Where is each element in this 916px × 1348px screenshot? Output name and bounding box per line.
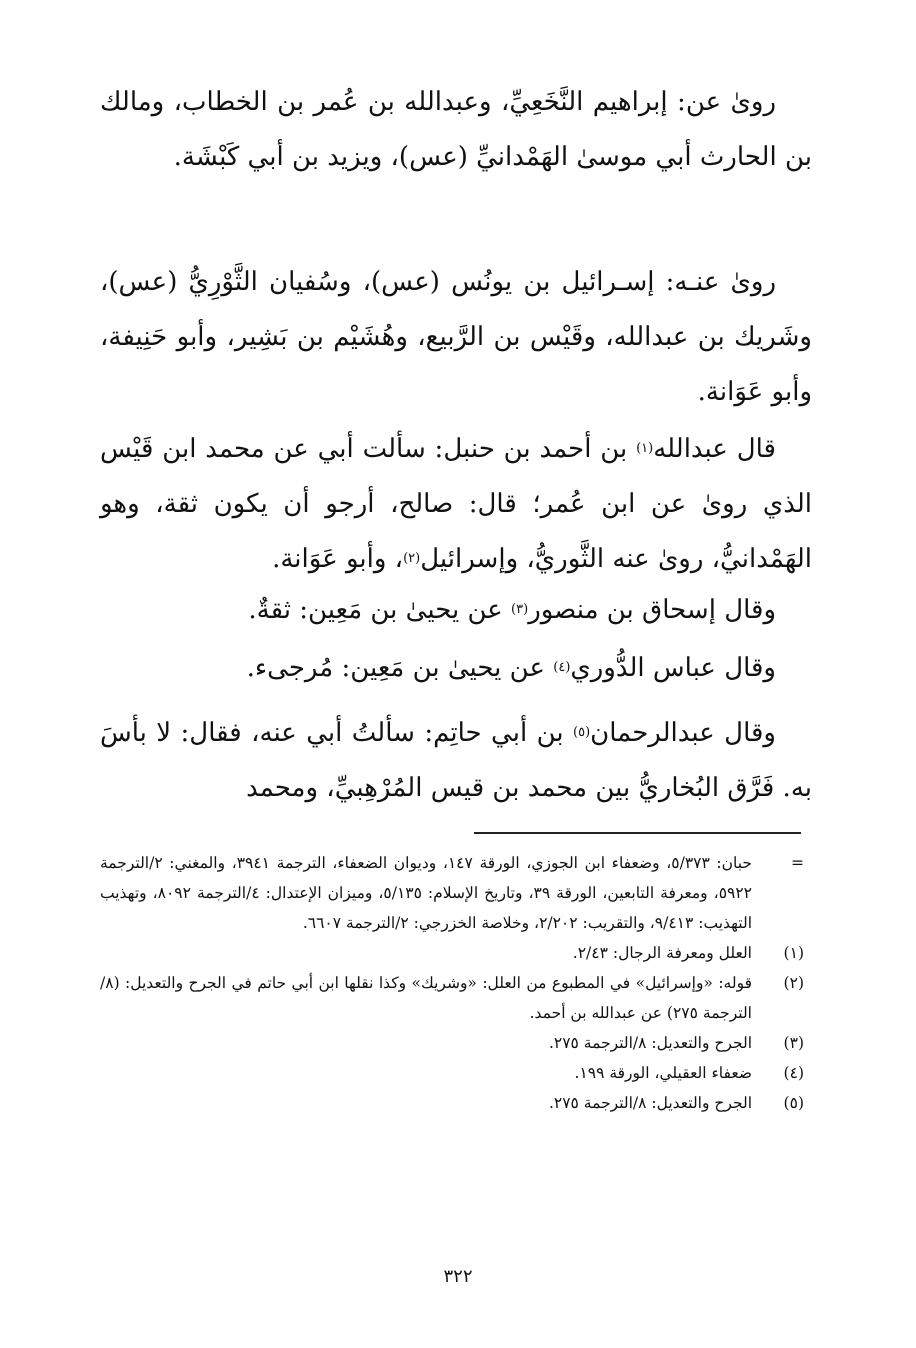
footnote-item <box>100 968 812 1028</box>
footnote-ref[interactable]: (١) <box>636 441 654 457</box>
paragraph-abdullah-quote <box>100 422 812 587</box>
footnote-text: العلل ومعرفة الرجال: ٢/٤٣. <box>572 944 752 962</box>
paragraph-text: رویٰ عن: إبراهيم النَّخَعِيِّ، وعبدالله بن عُمر بن الخطاب، ومالك بن الحارث أبي موسىٰ الهَمْدانيِّ (عس)، ويزيد بن أبي كَبْشَة. <box>100 87 812 172</box>
footnote-continuation <box>100 848 812 938</box>
paragraph-text: ، وأبو عَوَانة. <box>272 544 404 574</box>
paragraph-narrated-from <box>100 75 812 185</box>
footnote-text: قوله: «وإسرائيل» في المطبوع من العلل: «وشريك» وكذا نقلها ابن أبي حاتم في الجرح والتعديل: (٨/الترجمة ٢٧٥) عن عبدالله بن أحمد. <box>100 974 752 1022</box>
footnote-ref[interactable]: (٣) <box>511 602 529 618</box>
footnotes-section <box>100 848 812 1118</box>
paragraph-abbas-quote <box>100 641 812 696</box>
paragraph-text: رویٰ عنـه: إسـرائيل بن يونُس (عس)، وسُفيان الثَّوْرِيُّ (عس)، وشَريك بن عبدالله، وقَيْس بن الرَّبيع، وهُشَيْم بن بَشِير، وأبو حَنِيفة، وأبو عَوَانة. <box>100 267 812 407</box>
footnote-ref[interactable]: (٤) <box>553 660 571 676</box>
footnote-text: حبان: ٥/٣٧٣، وضعفاء ابن الجوزي، الورقة ١٤٧، وديوان الضعفاء، الترجمة ٣٩٤١، والمغني: ٢/الترجمة ٥٩٢٢، ومعرفة التابعين، الورقة ٣٩، وتاريخ الإسلام: ٥/١٣٥، وميزان الإعتدال: ٤/الترجمة ٨٠٩٢، وتهذيب التهذيب: ٩/٤١٣، والتقريب: ٢/٢٠٢، وخلاصة الخزرجي: ٢/الترجمة ٦٦٠٧. <box>100 854 753 932</box>
footnote-number: (٢) <box>783 974 804 992</box>
footnote-item <box>100 1058 812 1088</box>
footnote-number: (٥) <box>783 1094 804 1112</box>
paragraph-narrated-by <box>100 255 812 420</box>
paragraph-text: عن يحيىٰ بن مَعِين: ثقةٌ. <box>248 595 512 625</box>
footnote-item <box>100 938 812 968</box>
paragraph-ishaq-quote <box>100 583 812 638</box>
continuation-mark: = <box>791 854 804 872</box>
footnote-ref[interactable]: (٥) <box>573 725 591 741</box>
paragraph-text: قال عبدالله <box>653 434 776 464</box>
paragraph-text: بن أبي حاتِم: سألتُ أبي عنه، فقال: لا بأسَ به. فَرَّق البُخاريُّ بين محمد بن قيس المُرْهِبيِّ، ومحمد <box>100 718 812 803</box>
footnote-number: (١) <box>783 944 804 962</box>
paragraph-text: وقال عباس الدُّوري <box>570 653 776 683</box>
footnote-text: ضعفاء العقيلي، الورقة ١٩٩. <box>574 1064 752 1082</box>
footnote-text: الجرح والتعديل: ٨/الترجمة ٢٧٥. <box>548 1034 752 1052</box>
footnote-text: الجرح والتعديل: ٨/الترجمة ٢٧٥. <box>548 1094 752 1112</box>
footnote-ref[interactable]: (٢) <box>403 551 421 567</box>
paragraph-text: بن أحمد بن حنبل: سألت أبي عن محمد ابن قَيْس الذي رویٰ عن ابن عُمر؛ قال: صالح، أرجو أن يكون ثقة، وهو الهَمْدانيُّ، رویٰ عنه الثَّوريُّ، وإسرائيل <box>100 434 812 574</box>
footnote-number: (٣) <box>783 1034 804 1052</box>
footnote-number: (٤) <box>783 1064 804 1082</box>
footnote-item <box>100 1028 812 1058</box>
paragraph-abdulrahman-quote <box>100 706 812 816</box>
page-number: ٣٢٢ <box>443 1266 473 1287</box>
footnote-item <box>100 1088 812 1118</box>
paragraph-text: وقال إسحاق بن منصور <box>528 595 776 625</box>
footnote-divider <box>474 832 801 834</box>
paragraph-text: عن يحيىٰ بن مَعِين: مُرجیء. <box>246 653 554 683</box>
paragraph-text: وقال عبدالرحمان <box>590 718 776 748</box>
